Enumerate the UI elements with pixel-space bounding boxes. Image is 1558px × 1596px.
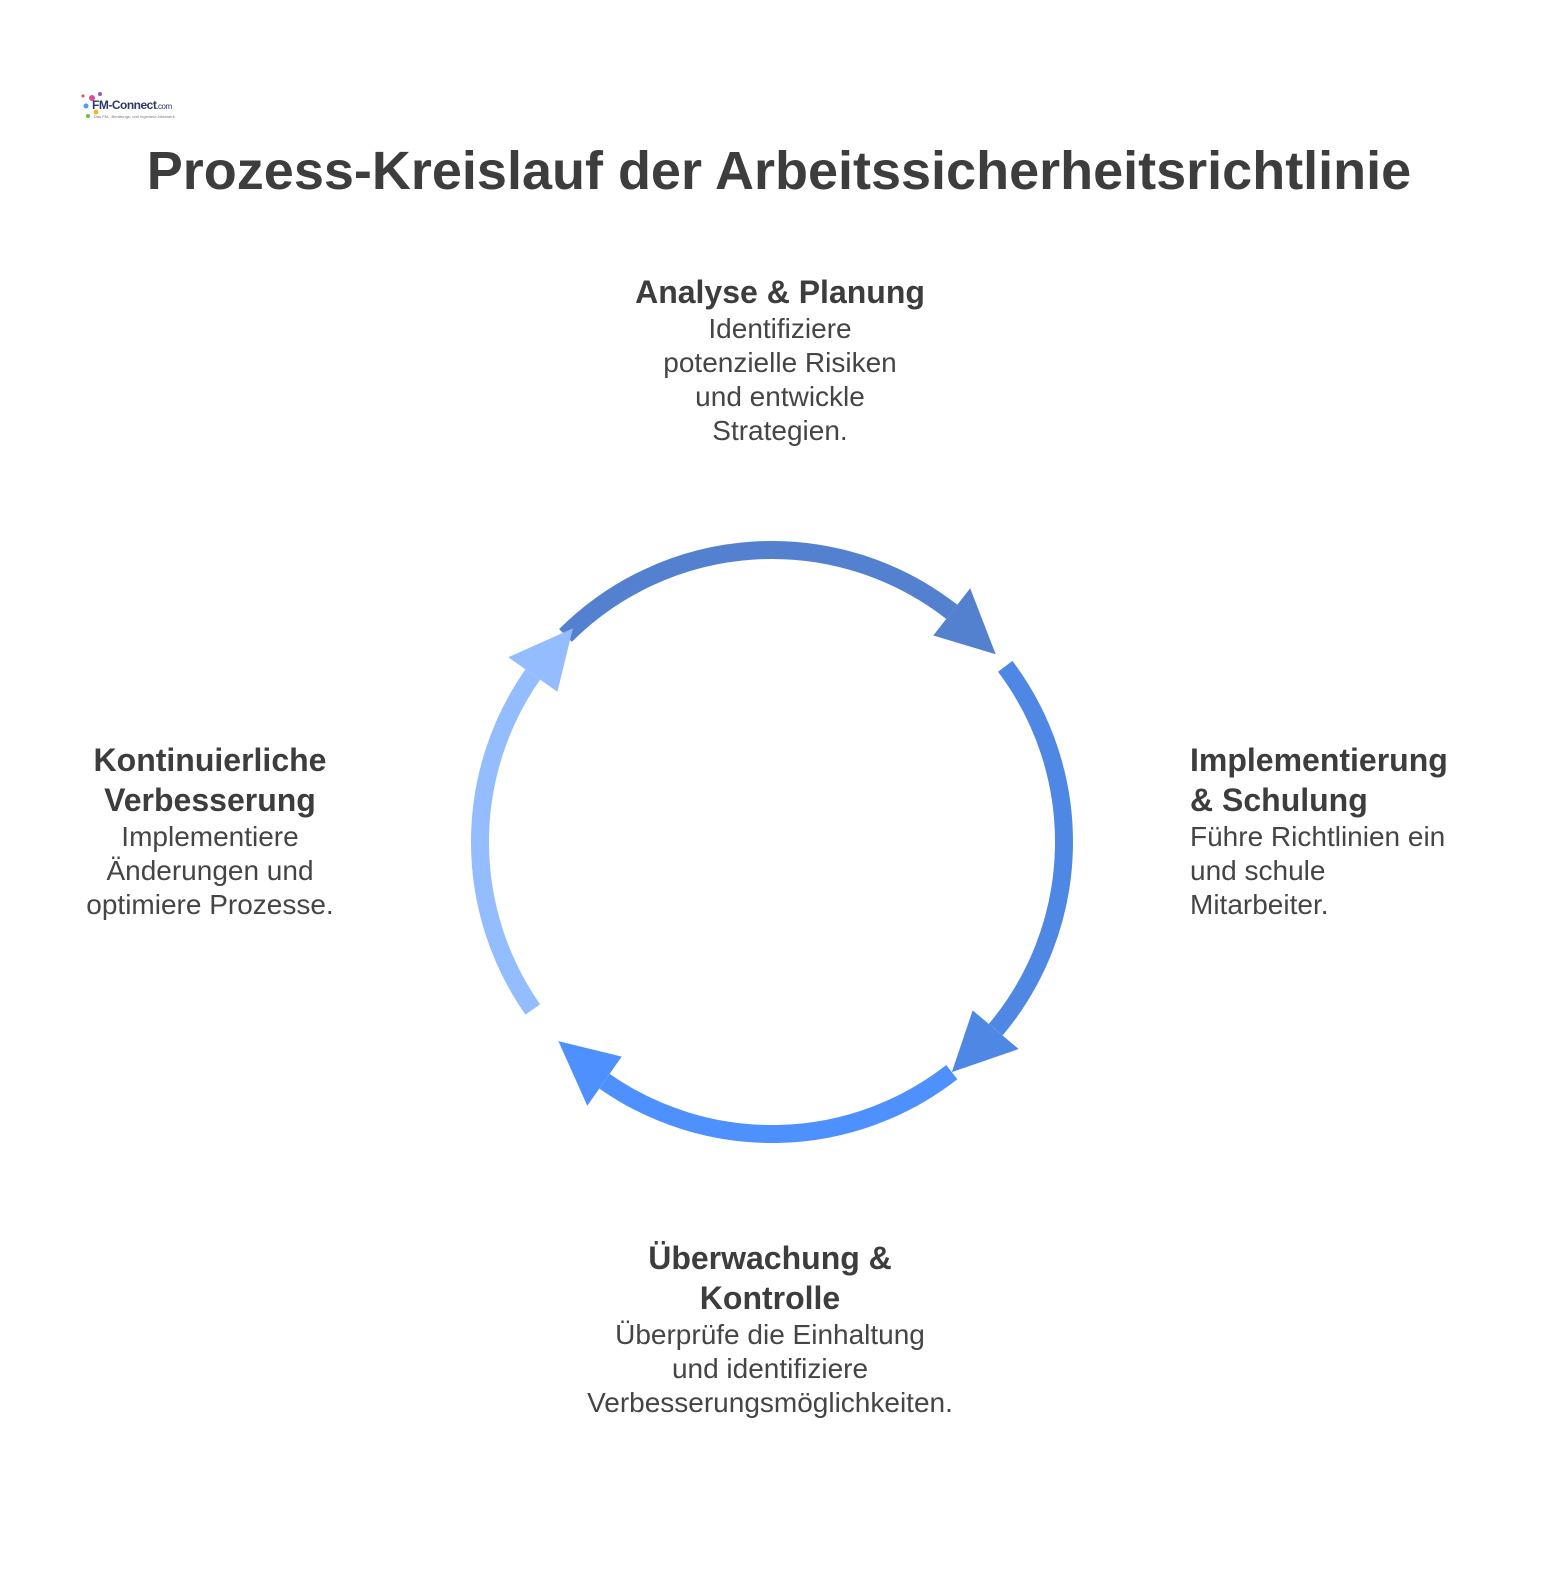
step-implementierung-schulung: [1190, 740, 1530, 922]
step-analyse-planung: [560, 272, 1000, 448]
step-description: Führe Richtlinien ein und schule Mitarbeiter.: [1190, 821, 1446, 920]
arrow-bottom: [558, 1041, 951, 1134]
logo-domain: .com: [156, 102, 172, 111]
step-ueberwachung-kontrolle: [520, 1238, 1020, 1420]
page-title: Prozess-Kreislauf der Arbeitssicherheitsrichtlinie: [146, 141, 1412, 201]
step-title: Analyse & Planung: [635, 274, 925, 310]
step-title: Kontinuierliche Verbesserung: [93, 742, 327, 818]
step-title: Überwachung & Kontrolle: [648, 1240, 892, 1316]
logo-brand: FM-Connect: [92, 98, 157, 112]
step-description: Überprüfe die Einhaltung und identifiziere Verbesserungsmöglichkeiten.: [587, 1319, 953, 1418]
logo-tagline: Das FM-, Beratungs- und Ingenieur-Netzwerk: [94, 114, 175, 119]
arrow-right: [952, 666, 1064, 1072]
arrow-left: [480, 628, 573, 1009]
step-kontinuierliche-verbesserung: [40, 740, 380, 922]
arrow-top: [566, 550, 996, 654]
step-description: Implementiere Änderungen und optimiere Prozesse.: [86, 821, 334, 920]
step-description: Identifiziere potenzielle Risiken und entwickle Strategien.: [663, 313, 897, 446]
step-title: Implementierung & Schulung: [1190, 742, 1448, 818]
